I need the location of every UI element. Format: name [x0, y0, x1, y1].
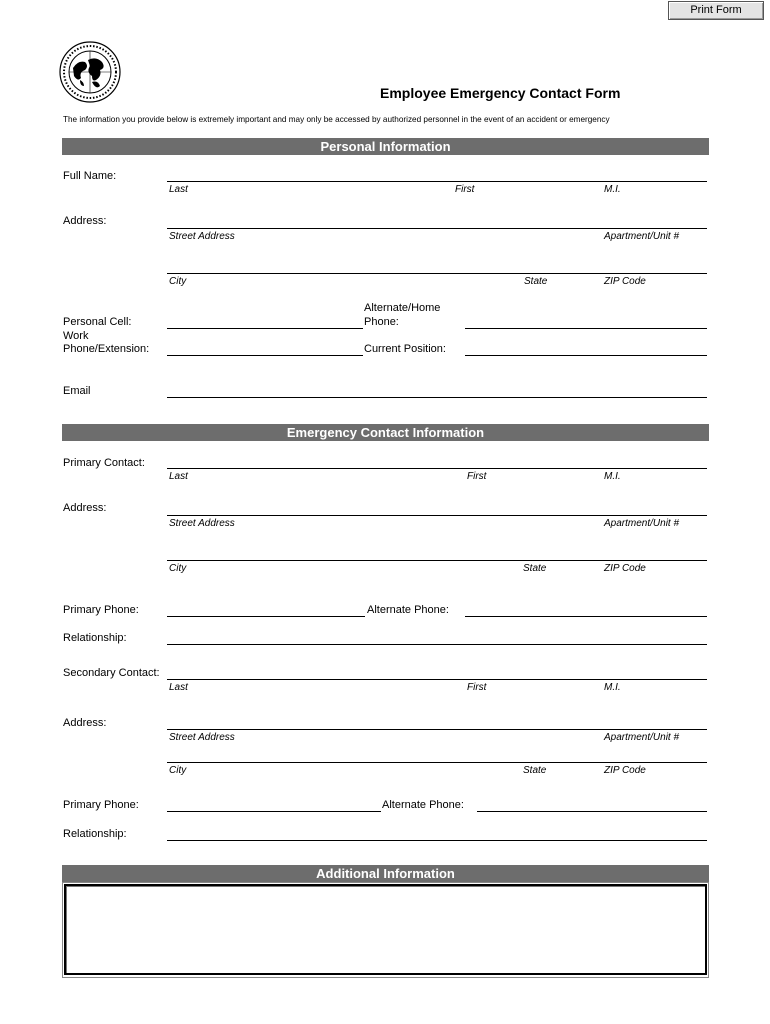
primary-address-label: Address: [63, 502, 107, 514]
secondary-alternate-phone-field[interactable] [477, 797, 707, 811]
secondary-relationship-label: Relationship: [63, 828, 127, 840]
alternate-phone-label: Alternate Phone: [367, 604, 449, 616]
street-sublabel: Street Address [169, 231, 235, 242]
street-sublabel: Street Address [169, 518, 235, 529]
address-label: Address: [63, 215, 107, 227]
secondary-contact-field[interactable] [167, 665, 707, 679]
city-sublabel: City [169, 563, 187, 574]
state-sublabel: State [523, 765, 547, 776]
secondary-alternate-phone-label: Alternate Phone: [382, 799, 464, 811]
primary-phone-label: Primary Phone: [63, 604, 139, 616]
work-phone-field[interactable] [167, 341, 363, 355]
secondary-primary-phone-label: Primary Phone: [63, 799, 139, 811]
secondary-address-label: Address: [63, 717, 107, 729]
primary-contact-field[interactable] [167, 454, 707, 468]
print-form-button[interactable]: Print Form [668, 1, 764, 20]
apt-sublabel: Apartment/Unit # [604, 732, 680, 743]
form-title: Employee Emergency Contact Form [380, 85, 621, 101]
last-sublabel: Last [169, 184, 188, 195]
zip-sublabel: ZIP Code [604, 276, 646, 287]
apt-sublabel: Apartment/Unit # [604, 518, 680, 529]
globe-seal-logo [58, 40, 122, 104]
work-phone-label: Phone/Extension: [63, 343, 150, 355]
first-sublabel: First [467, 682, 487, 693]
alternate-phone-field[interactable] [465, 602, 707, 616]
zip-sublabel: ZIP Code [604, 563, 646, 574]
street-address-field[interactable] [167, 214, 707, 228]
work-label: Work [63, 330, 89, 342]
relationship-field[interactable] [167, 630, 707, 644]
city-sublabel: City [169, 276, 187, 287]
last-sublabel: Last [169, 471, 188, 482]
mi-sublabel: M.I. [604, 471, 621, 482]
last-sublabel: Last [169, 682, 188, 693]
alternate-home-phone-field[interactable] [465, 314, 707, 328]
primary-phone-field[interactable] [167, 602, 365, 616]
secondary-city-state-zip-field[interactable] [167, 748, 707, 762]
emergency-contact-header: Emergency Contact Information [62, 424, 709, 441]
street-sublabel: Street Address [169, 732, 235, 743]
alternate-home-label: Alternate/Home [364, 302, 441, 314]
city-state-zip-field[interactable] [167, 259, 707, 273]
primary-contact-label: Primary Contact: [63, 457, 145, 469]
secondary-street-field[interactable] [167, 715, 707, 729]
personal-information-header: Personal Information [62, 138, 709, 155]
additional-information-header: Additional Information [62, 865, 709, 882]
secondary-primary-phone-field[interactable] [167, 797, 381, 811]
state-sublabel: State [523, 563, 547, 574]
current-position-label: Current Position: [364, 343, 446, 355]
zip-sublabel: ZIP Code [604, 765, 646, 776]
mi-sublabel: M.I. [604, 682, 621, 693]
apt-sublabel: Apartment/Unit # [604, 231, 680, 242]
primary-street-field[interactable] [167, 501, 707, 515]
first-sublabel: First [467, 471, 487, 482]
state-sublabel: State [524, 276, 548, 287]
personal-cell-label: Personal Cell: [63, 316, 132, 328]
full-name-label: Full Name: [63, 170, 117, 182]
email-label: Email [63, 385, 91, 397]
current-position-field[interactable] [465, 341, 707, 355]
alternate-home-phone-label: Phone: [364, 316, 399, 328]
additional-info-textarea[interactable] [64, 884, 707, 975]
secondary-contact-label: Secondary Contact: [63, 667, 160, 679]
email-field[interactable] [167, 383, 707, 397]
secondary-relationship-field[interactable] [167, 826, 707, 840]
intro-text: The information you provide below is extremely important and may only be accessed by authorized personnel in the event of an accident or emergency [63, 115, 610, 124]
full-name-field[interactable] [167, 167, 707, 181]
relationship-label: Relationship: [63, 632, 127, 644]
first-sublabel: First [455, 184, 475, 195]
primary-city-state-zip-field[interactable] [167, 546, 707, 560]
city-sublabel: City [169, 765, 187, 776]
personal-cell-field[interactable] [167, 314, 363, 328]
mi-sublabel: M.I. [604, 184, 621, 195]
